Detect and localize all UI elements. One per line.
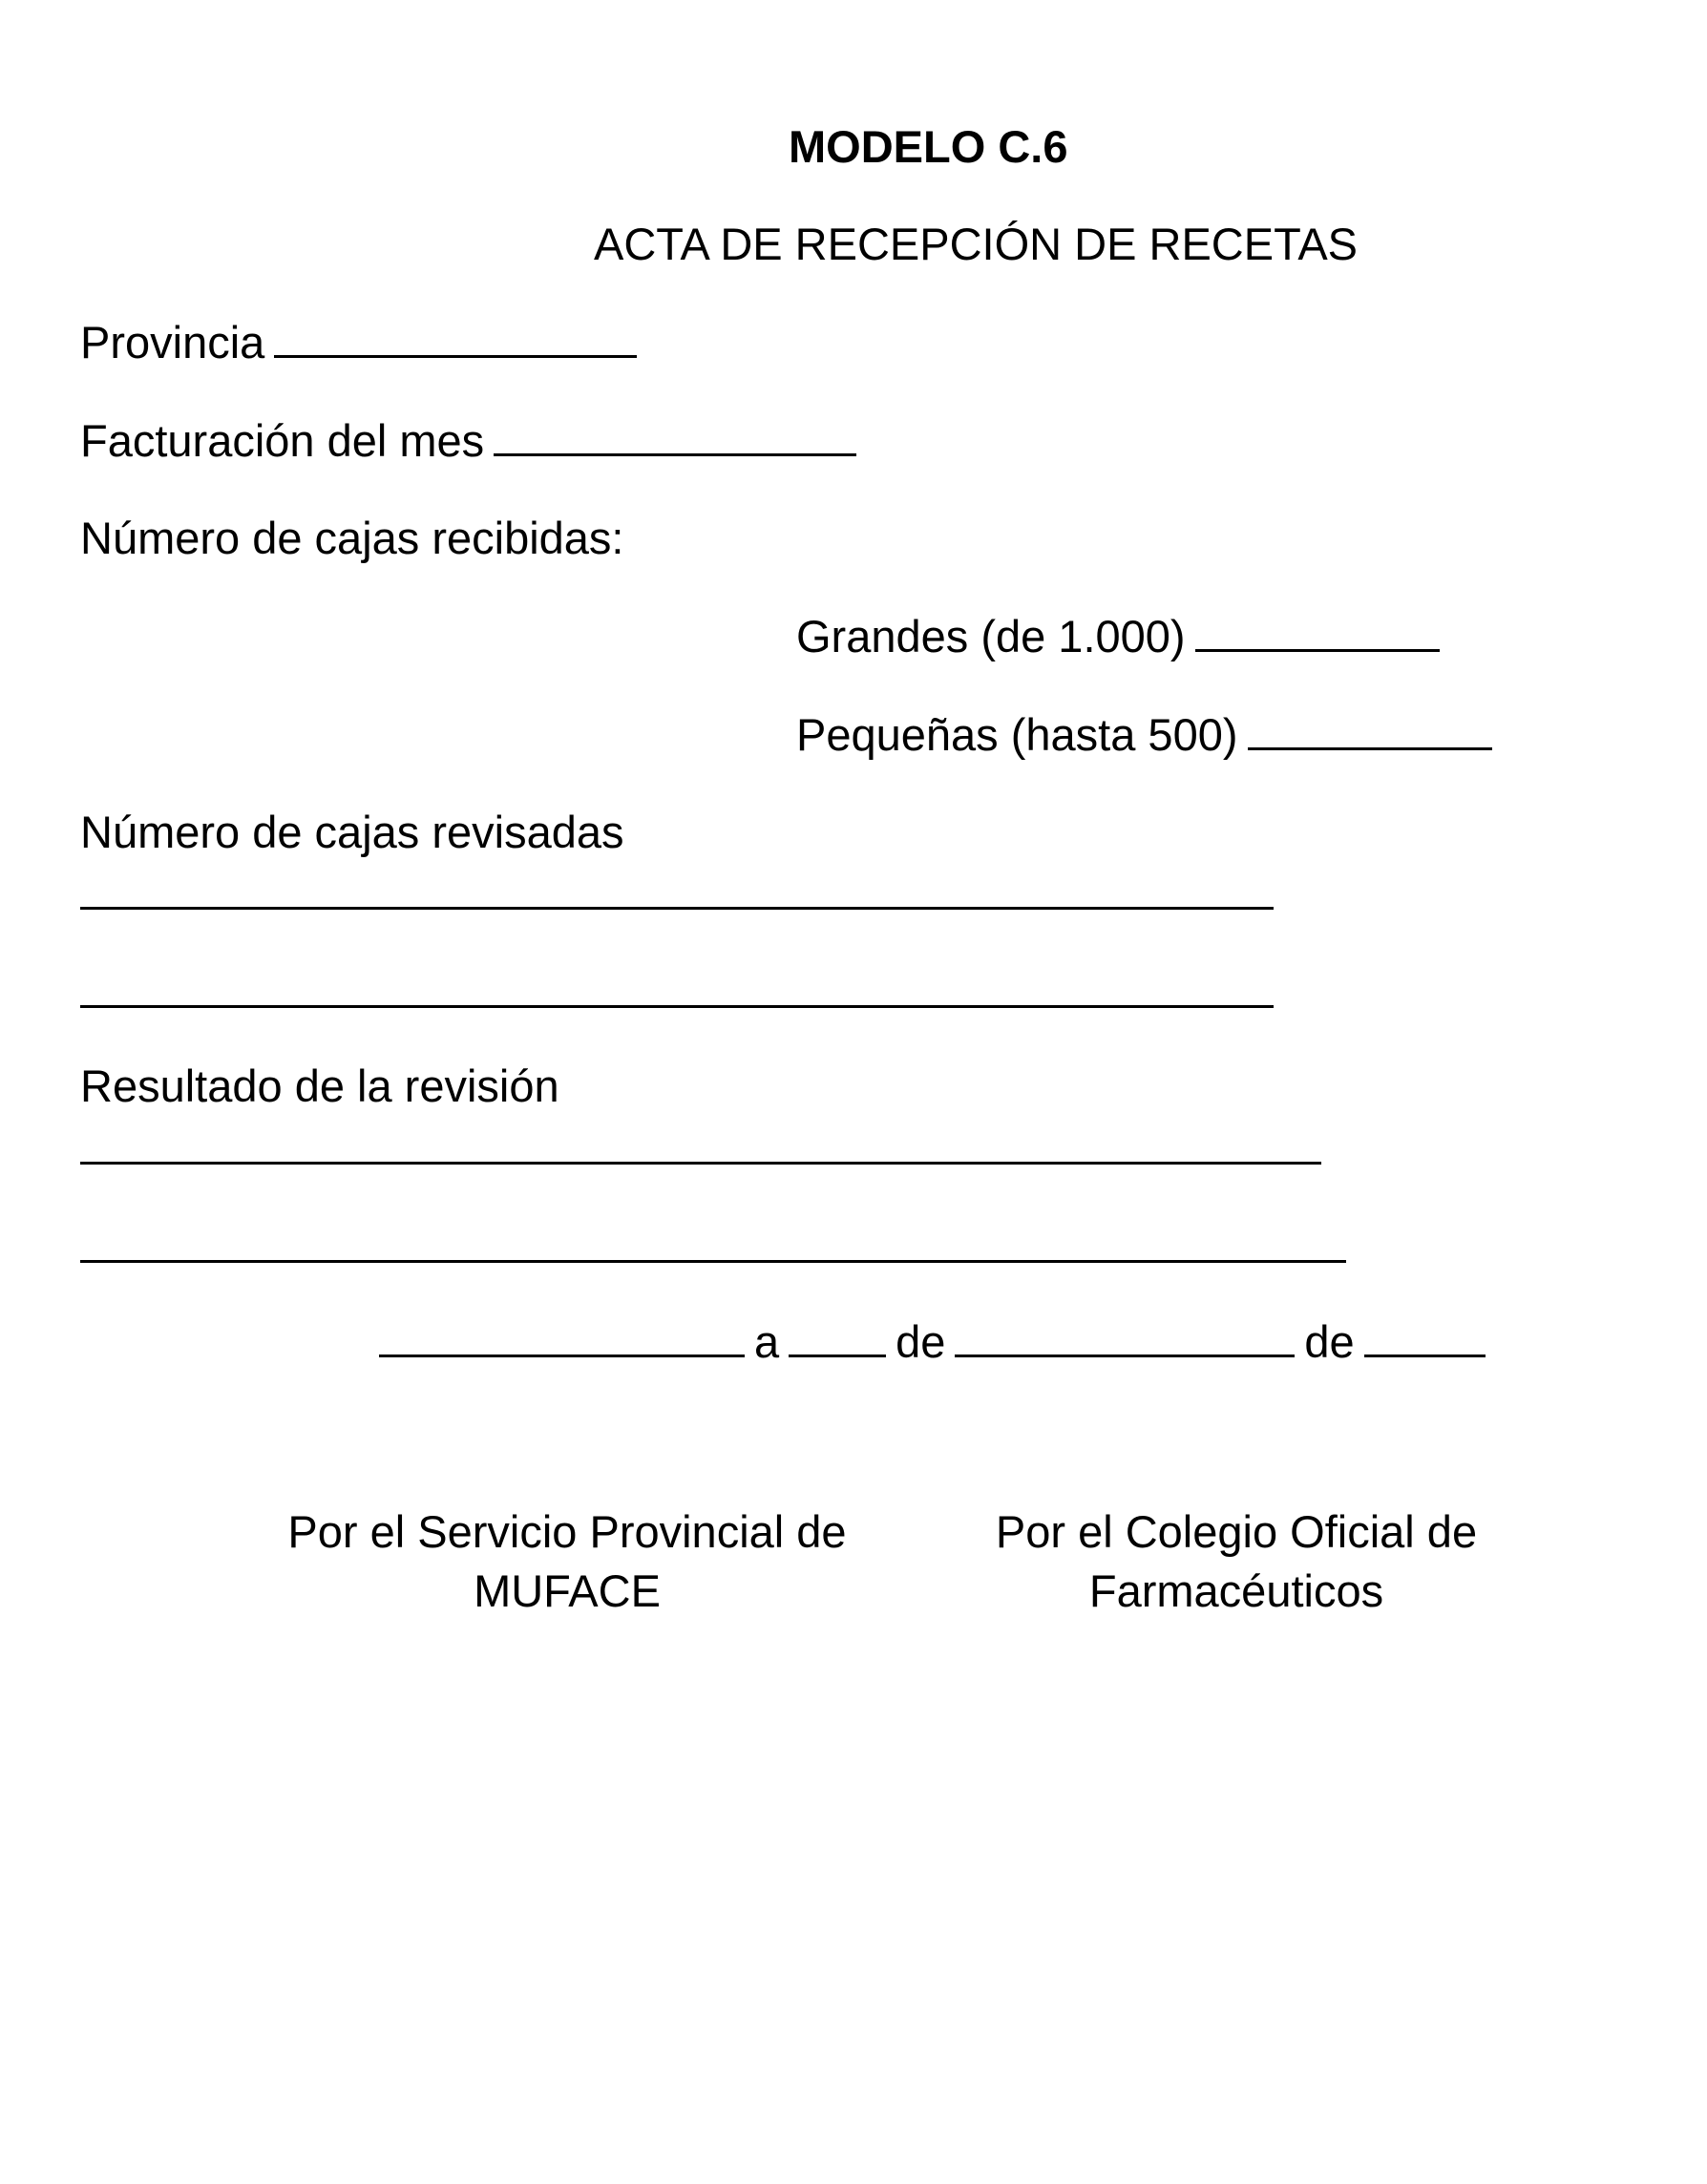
form-title: ACTA DE RECEPCIÓN DE RECETAS [594,219,1359,269]
provincia-label: Provincia [80,317,265,368]
cajas-revisadas-line-1[interactable] [80,907,1274,910]
month-field[interactable] [955,1318,1295,1357]
resultado-line-2[interactable] [80,1260,1346,1263]
place-field[interactable] [379,1318,745,1357]
date-de-text-2: de [1304,1316,1355,1367]
facturacion-row [80,415,866,466]
year-field[interactable] [1364,1318,1486,1357]
cajas-revisadas-line-2[interactable] [80,1005,1274,1008]
facturacion-field[interactable] [494,417,856,456]
model-code: MODELO C.6 [789,121,1068,172]
date-de-text-1: de [896,1316,946,1367]
cajas-revisadas-label: Número de cajas revisadas [80,807,624,857]
resultado-label: Resultado de la revisión [80,1060,559,1111]
signature-muface-line1: Por el Servicio Provincial de [287,1506,847,1557]
grandes-label: Grandes (de 1.000) [796,611,1186,662]
pequenas-row [796,709,1502,760]
facturacion-label: Facturación del mes [80,415,485,466]
grandes-field[interactable] [1195,613,1440,652]
pequenas-label: Pequeñas (hasta 500) [796,709,1238,760]
pequenas-field[interactable] [1248,711,1492,750]
grandes-row [796,611,1449,662]
cajas-recibidas-label: Número de cajas recibidas: [80,513,624,563]
signature-colegio-line1: Por el Colegio Oficial de [995,1506,1478,1557]
signature-colegio-line2: Farmacéuticos [1088,1565,1384,1616]
provincia-row [80,317,646,368]
signature-colegio [959,1502,1513,1621]
resultado-line-1[interactable] [80,1162,1321,1165]
signature-muface [281,1502,854,1621]
signature-muface-line2: MUFACE [474,1565,661,1616]
day-field[interactable] [789,1318,886,1357]
date-a-text: a [754,1316,780,1367]
provincia-field[interactable] [274,319,637,358]
date-line [379,1316,1495,1367]
